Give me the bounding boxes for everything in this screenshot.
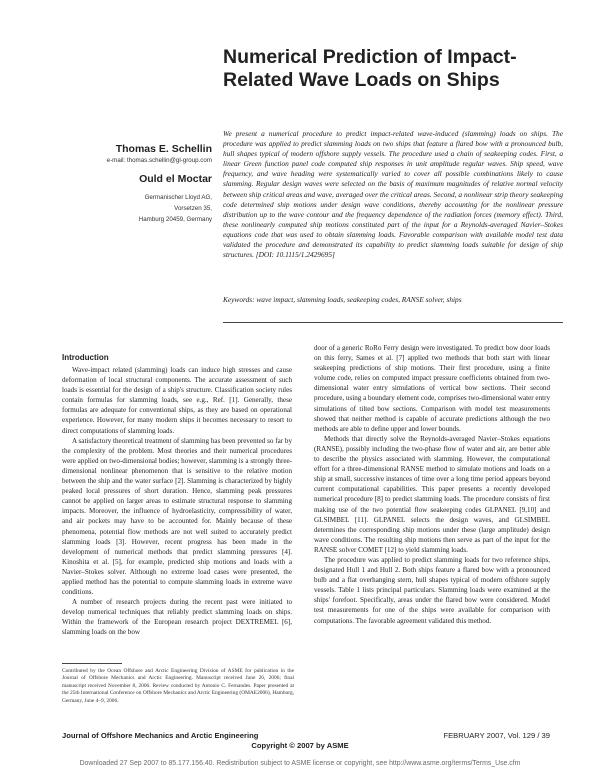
footer-journal-name: Journal of Offshore Mechanics and Arctic Engineering: [62, 731, 259, 740]
paragraph: The procedure was applied to predict slamming loads for two reference ships, designated Hull 1 and Hull 2. Both ships feature a flared bow with a pronounced bulb and a flat overhanging stern, hull shapes typical of modern offshore supply vessels. Table 1 lists principal particulars. Slamming loads were examined at the ships' forefoot. Specifically, areas under the flared bow were considered. Model test measurements for one of the ships were available for comparison with computations. The favorable agreement validated this method.: [314, 555, 550, 625]
author-affiliation: [107, 192, 212, 225]
keywords: Keywords: wave impact, slamming loads, seakeeping codes, RANSE solver, ships: [223, 295, 462, 304]
footer-issue-page: FEBRUARY 2007, Vol. 129 / 39: [443, 731, 550, 740]
paragraph: A satisfactory theoretical treatment of slamming has been prevented so far by the complexity of the problem. Most theories and their numerical procedures were applied on two-dimensional bodies; however, slamming is a strongly three-dimensional nonlinear phenomenon that is sensitive to the relative motion between the ship and the water surface [2]. Slamming is characterized by highly peaked local pressures of short duration. Hence, slamming peak pressures cannot be applied on larger areas to estimate structural response to slamming impacts. Moreover, the influence of hydroelasticity, compressibility of water, and air pockets may have to be accounted for. Mainly because of these phenomena, potential flow methods are not well suited to accurately predict slamming loads [3]. However, recent progress has been made in the development of numerical methods that predict slamming pressures [4]. Kinoshita et al. [5], for example, predicted ship motions and loads with a Navier–Stokes solver. Although no extreme load cases were presented, the applied method has the potential to compute slamming loads in extreme wave conditions.: [62, 436, 292, 597]
author-1-name: Thomas E. Schellin: [115, 143, 212, 155]
paragraph: door of a generic RoRo Ferry design were investigated. To predict bow door loads on this ferry, Sames et al. [7] applied two methods that both start with linear seakeeping predictions of ship motions. Their first procedure, using a finite volume code, relies on computed impact pressure coefficients obtained from two-dimensional water entry simulations of vertical bow sections. Their second procedure, using a boundary element code, comprises two-dimensional water entry simulations of tilted bow sections. Comparison with model test measurements showed that neither method is capable of accurate predictions although the two methods are able to define upper and lower bounds.: [314, 344, 550, 433]
footnote-divider: [62, 663, 122, 664]
author-2-name: Ould el Moctar: [139, 173, 212, 185]
affiliation-line-1: Germanischer Lloyd AG,: [144, 194, 212, 201]
paper-title: Numerical Prediction of Impact-Related Wave Loads on Ships: [223, 46, 517, 91]
section-heading-introduction: Introduction: [62, 353, 109, 362]
paragraph: A number of research projects during the recent past were initiated to develop numerical techniques that reliably predict slamming loads on ships. Within the framework of the European research project DEXTREMEL [6], slamming loads on the bow: [62, 598, 292, 637]
abstract: We present a numerical procedure to predict impact-related wave-induced (slamming) loads on ships. The procedure was applied to predict slamming loads on two ships that feature a flared bow with a pronounced bulb, hull shapes typical of modern offshore supply vessels. The procedure used a chain of seakeeping codes. First, a linear Green function panel code computed ship responses in unit amplitude regular waves. Ship speed, wave frequency, and wave heading were systematically varied to cover all possible combinations likely to cause slamming. Regular design waves were selected on the basis of maximum magnitudes of relative normal velocity between ship critical areas and wave, averaged over the critical areas. Second, a nonlinear strip theory seakeeping code determined ship motions under design wave conditions, thereby accounting for the nonlinear pressure distribution up to the wave contour and the frequency dependence of the radiation forces (memory effect). Third, these nonlinearly computed ship motions constituted part of the input for a Reynolds-averaged Navier–Stokes equations code that was used to obtain slamming loads. Favorable comparison with available model test data validated the procedure and demonstrated its capability to predict slamming loads suitable for design of ship structures. [DOI: 10.1115/1.2429695]: [223, 129, 563, 260]
footer-copyright: Copyright © 2007 by ASME: [251, 741, 349, 750]
paragraph: Methods that directly solve the Reynolds-averaged Navier–Stokes equations (RANSE), possibly including the two-phase flow of water and air, are better able to describe the physics associated with slamming. However, the computational effort for a three-dimensional RANSE method to simulate motions and loads on a ship at small, successive instances of time over a long time period appears beyond current computational capabilities. This paper presents a recently developed numerical procedure [8] to predict slamming loads. The procedure consists of first making use of the two potential flow seakeeping codes GLPANEL [9,10] and GLSIMBEL [11]. GLPANEL selects the design waves, and GLSIMBEL determines the corresponding ship motions under these (large amplitude) design wave conditions. The resulting ship motions then serve as part of the input for the RANSE solver COMET [12] to yield slamming loads.: [314, 434, 550, 554]
footnote: Contributed by the Ocean Offshore and Arctic Engineering Division of ASME for publication in the Journal of Offshore Mechanics and Arctic Engineering. Manuscript received June 26, 2006; final manuscript received November 8, 2006. Review conducted by Antonio C. Fernandes. Paper presented at the 25th International Conference on Offshore Mechanics and Arctic Engineering (OMAE2006), Hamburg, Germany, June 4–9, 2006.: [62, 668, 294, 704]
affiliation-line-3: Hamburg 20459, Germany: [138, 216, 212, 223]
download-notice: Downloaded 27 Sep 2007 to 85.177.156.40. Redistribution subject to ASME license or copyright, see http://www.asme.org/terms/Terms_Use.cfm: [79, 760, 521, 767]
affiliation-line-2: Vorsetzen 35,: [174, 205, 212, 212]
abstract-divider: [223, 322, 563, 323]
paragraph: Wave-impact related (slamming) loads can induce high stresses and cause deformation of local structural components. The accurate assessment of such loads is essential for the design of a ship's structure. Classification society rules contain formulas for slamming loads, see e.g., Ref. [1]. Generally, these formulas are adequate for conventional ships, as they are based on operational experience. However, for many modern ships it becomes necessary to resort to direct computations of slamming loads.: [62, 366, 292, 435]
author-block: [107, 142, 212, 225]
body-column-left: [62, 352, 292, 638]
author-1-email: e-mail: thomas.schellin@gl-group.com: [106, 157, 212, 164]
body-column-right: [314, 343, 550, 626]
